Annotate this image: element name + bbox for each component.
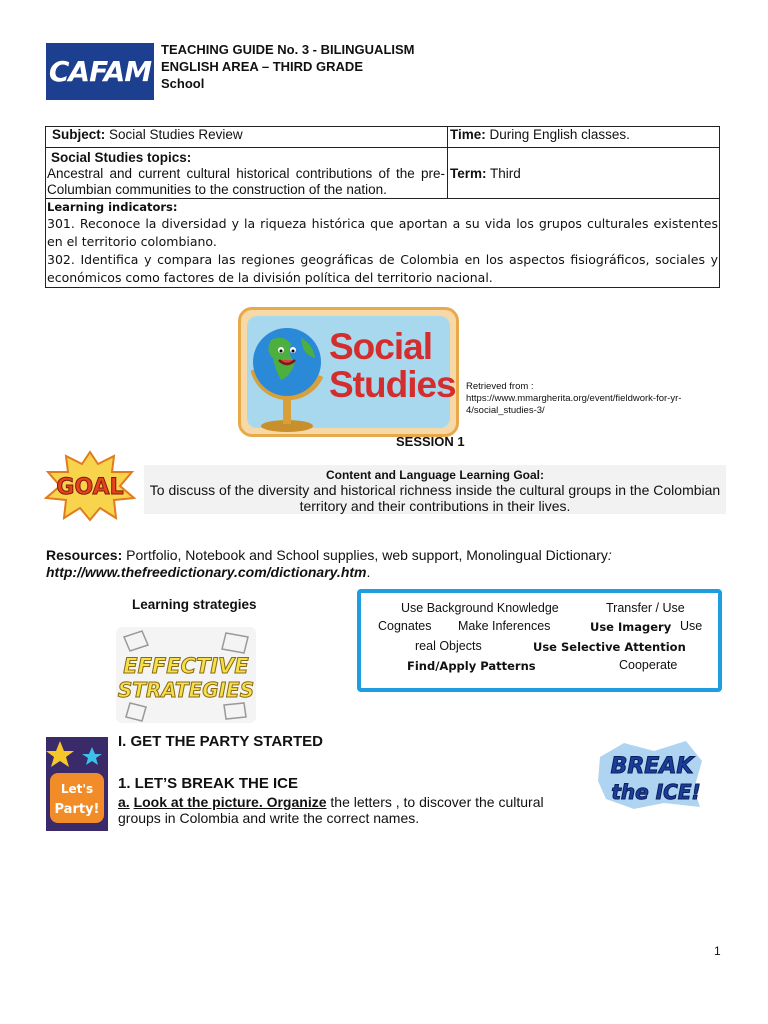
- resources: [46, 547, 612, 581]
- strategy-use: Use: [680, 619, 703, 633]
- goal-text: To discuss of the diversity and historical richness inside the cultural groups in the Colombian territory and their contributions in their lives.: [149, 482, 721, 514]
- dictionary-link[interactable]: http://www.thefreedictionary.com/dictionary.htm: [46, 564, 367, 580]
- party-line-1: Let's: [60, 782, 94, 796]
- instruction-rest: the letters , to discover the cultural groups in Colombia and write the correct names.: [118, 794, 544, 826]
- term-label: Term:: [450, 165, 487, 181]
- instruction-a: [118, 794, 558, 826]
- topics-value: Ancestral and current cultural historical contributions of the pre-Columbian communities to the construction of the nation.: [47, 166, 445, 197]
- banner-line-1: Social: [329, 326, 432, 367]
- guide-title: TEACHING GUIDE No. 3 - BILINGUALISM: [161, 42, 415, 57]
- indicators-label: Learning indicators:: [47, 200, 178, 214]
- resources-period: .: [366, 564, 371, 580]
- strategy-patterns: Find/Apply Patterns: [407, 659, 536, 673]
- goal-sticker-text: GOAL: [56, 475, 124, 500]
- goal-sticker-icon: [44, 450, 136, 522]
- resources-label: Resources:: [46, 547, 123, 563]
- strategy-cognates: Cognates: [378, 619, 432, 633]
- strategy-selective-attention: Use Selective Attention: [533, 640, 686, 654]
- topics-label: Social Studies topics:: [51, 150, 192, 165]
- instruction-marker: a.: [118, 794, 130, 810]
- effective-strategies-icon: [106, 623, 266, 727]
- learning-strategies-title: Learning strategies: [132, 597, 257, 612]
- ice-line-2: the ICE!: [611, 780, 701, 804]
- goal-box: [144, 465, 726, 514]
- social-studies-banner: [238, 307, 459, 437]
- subject-value: Social Studies Review: [109, 127, 243, 142]
- time-value: During English classes.: [489, 127, 630, 142]
- section-title: I. GET THE PARTY STARTED: [118, 733, 324, 750]
- school-label: School: [161, 76, 205, 91]
- strategies-box: [357, 589, 722, 692]
- strategy-background-knowledge: Use Background Knowledge: [401, 601, 559, 615]
- lets-party-icon: [46, 737, 108, 831]
- time-label: Time:: [450, 127, 486, 142]
- strategy-real-objects: real Objects: [415, 639, 482, 653]
- subsection-title: 1. LET’S BREAK THE ICE: [118, 775, 299, 792]
- term-cell: [448, 148, 720, 199]
- subject-label: Subject:: [52, 127, 106, 142]
- page-number: 1: [714, 944, 721, 958]
- globe-icon: [243, 310, 331, 434]
- ice-line-1: BREAK: [610, 754, 694, 779]
- logo-text: CAFAM: [48, 55, 152, 88]
- time-cell: [448, 127, 720, 148]
- term-value: Third: [490, 165, 521, 181]
- subject-cell: [46, 127, 448, 148]
- social-studies-title: [329, 328, 456, 404]
- sticker-line-2: STRATEGIES: [117, 678, 255, 702]
- sticker-line-1: EFFECTIVE: [123, 654, 249, 678]
- goal-heading: Content and Language Learning Goal:: [325, 468, 544, 482]
- banner-line-2: Studies: [329, 364, 456, 405]
- party-line-2: Party!: [54, 802, 100, 817]
- instruction-bold: Look at the picture. Organize: [133, 794, 327, 810]
- indicator-301: 301. Reconoce la diversidad y la riqueza histórica que aportan a su vida los grupos culturales existentes en el territorio colombiano.: [47, 216, 718, 249]
- topics-cell: [46, 148, 448, 199]
- indicator-302: 302. Identifica y compara las regiones geográficas de Colombia en los aspectos fisiográficos, sociales y económicos como factores de la división política del territorio nacional.: [47, 252, 718, 285]
- session-title: SESSION 1: [396, 434, 465, 449]
- cafam-logo: [46, 43, 154, 100]
- area-grade: ENGLISH AREA – THIRD GRADE: [161, 59, 363, 74]
- strategy-imagery: Use Imagery: [590, 620, 672, 634]
- image-credit: Retrieved from : https://www.mmargherita.org/event/fieldwork-for-yr-4/social_studies-3/: [466, 381, 682, 416]
- info-table: [45, 126, 720, 288]
- strategy-transfer: Transfer / Use: [606, 601, 685, 615]
- strategy-cooperate: Cooperate: [619, 658, 678, 672]
- break-the-ice-icon: [594, 737, 706, 813]
- strategy-inferences: Make Inferences: [458, 619, 551, 633]
- resources-colon: :: [607, 547, 612, 563]
- indicators-cell: [46, 199, 720, 288]
- resources-text: Portfolio, Notebook and School supplies, web support, Monolingual Dictionary: [122, 547, 608, 563]
